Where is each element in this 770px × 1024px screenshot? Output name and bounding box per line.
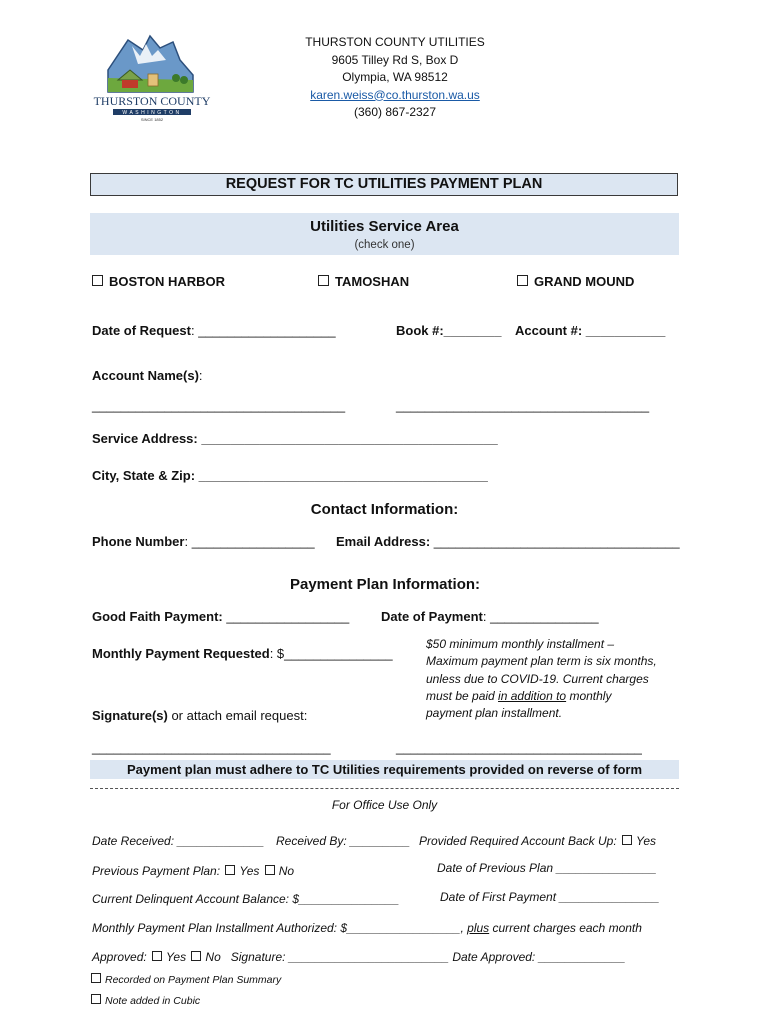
- email-address-field[interactable]: Email Address: __________________________________: [336, 534, 680, 549]
- option-tamoshan[interactable]: TAMOSHAN: [318, 274, 409, 289]
- phone-number-field[interactable]: Phone Number: _________________: [92, 534, 315, 549]
- book-number-field[interactable]: Book #:________: [396, 323, 502, 338]
- note-added-checkbox[interactable]: Note added in Cubic: [91, 994, 200, 1007]
- org-address-1: 9605 Tilley Rd S, Box D: [331, 52, 459, 67]
- account-name-line-1[interactable]: ___________________________________: [92, 398, 346, 413]
- contact-info-heading: Contact Information:: [310, 501, 459, 518]
- checkbox-icon[interactable]: [225, 865, 235, 875]
- checkbox-icon[interactable]: [318, 275, 329, 286]
- city-state-zip-field[interactable]: City, State & Zip: ________________________________________: [92, 468, 488, 483]
- option-grand-mound[interactable]: GRAND MOUND: [517, 274, 634, 289]
- payment-plan-heading: Payment Plan Information:: [289, 576, 481, 593]
- org-address-2: Olympia, WA 98512: [342, 70, 448, 84]
- received-by-field[interactable]: Received By: _________: [276, 834, 411, 848]
- org-name: THURSTON COUNTY UTILITIES: [305, 35, 485, 49]
- cut-line-divider: [90, 788, 679, 789]
- approval-row[interactable]: Approved: Yes No Signature: ________________________ Date Approved: _____________: [92, 950, 626, 964]
- org-contact-block: [260, 34, 530, 122]
- previous-plan-field[interactable]: Previous Payment Plan: Yes No: [92, 864, 295, 878]
- thurston-county-logo: [88, 30, 216, 122]
- date-received-field[interactable]: Date Received: _____________: [92, 834, 265, 848]
- service-address-field[interactable]: Service Address: _________________________________________: [92, 431, 498, 446]
- signature-label: Signature(s) or attach email request:: [92, 708, 308, 723]
- signature-line-1[interactable]: _________________________________: [92, 740, 331, 755]
- service-area-sub: (check one): [354, 239, 415, 251]
- logo-sub: WASHINGTON: [122, 110, 182, 116]
- checkbox-icon[interactable]: [265, 865, 275, 875]
- monthly-authorized-field[interactable]: Monthly Payment Plan Installment Authorized: $_________________, plus current charges each month: [92, 921, 642, 935]
- checkbox-icon[interactable]: [152, 951, 162, 961]
- reverse-notice: Payment plan must adhere to TC Utilities requirements provided on reverse of form: [90, 760, 679, 779]
- checkbox-icon[interactable]: [92, 275, 103, 286]
- checkbox-icon[interactable]: [91, 973, 101, 983]
- org-email-link[interactable]: karen.weiss@co.thurston.wa.us: [310, 87, 480, 102]
- checkbox-icon[interactable]: [622, 835, 632, 845]
- office-use-heading: For Office Use Only: [331, 798, 438, 812]
- logo-text: THURSTON COUNTY: [93, 94, 211, 108]
- monthly-payment-field[interactable]: Monthly Payment Requested: $_______________: [92, 646, 393, 661]
- checkbox-icon[interactable]: [91, 994, 101, 1004]
- good-faith-payment-field[interactable]: Good Faith Payment: _________________: [92, 609, 350, 624]
- logo-since: SINCE 1852: [140, 117, 164, 122]
- service-area-heading: Utilities Service Area: [310, 218, 459, 235]
- checkbox-icon[interactable]: [191, 951, 201, 961]
- checkbox-icon[interactable]: [517, 275, 528, 286]
- service-area-band: [90, 213, 679, 255]
- option-boston-harbor[interactable]: BOSTON HARBOR: [92, 274, 225, 289]
- installment-note: $50 minimum monthly installment – Maximum payment plan term is six months, unless due to COVID-19. Current charges must be paid in addition to monthly payment plan installment.: [426, 637, 657, 721]
- date-previous-plan-field[interactable]: Date of Previous Plan _______________: [437, 861, 657, 875]
- recorded-checkbox[interactable]: Recorded on Payment Plan Summary: [91, 973, 281, 986]
- account-names-label: Account Name(s):: [92, 368, 203, 383]
- account-number-field[interactable]: Account #: ___________: [515, 323, 666, 338]
- date-of-payment-field[interactable]: Date of Payment: _______________: [381, 609, 599, 624]
- org-phone: (360) 867-2327: [353, 105, 437, 119]
- account-name-line-2[interactable]: ___________________________________: [396, 398, 650, 413]
- backup-provided-field[interactable]: Provided Required Account Back Up: Yes: [419, 834, 657, 848]
- date-first-payment-field[interactable]: Date of First Payment _______________: [440, 890, 660, 904]
- delinquent-balance-field[interactable]: Current Delinquent Account Balance: $_______________: [92, 892, 400, 906]
- signature-line-2[interactable]: __________________________________: [396, 740, 642, 755]
- date-of-request-field[interactable]: Date of Request: ___________________: [92, 323, 336, 338]
- form-title: REQUEST FOR TC UTILITIES PAYMENT PLAN: [90, 173, 678, 196]
